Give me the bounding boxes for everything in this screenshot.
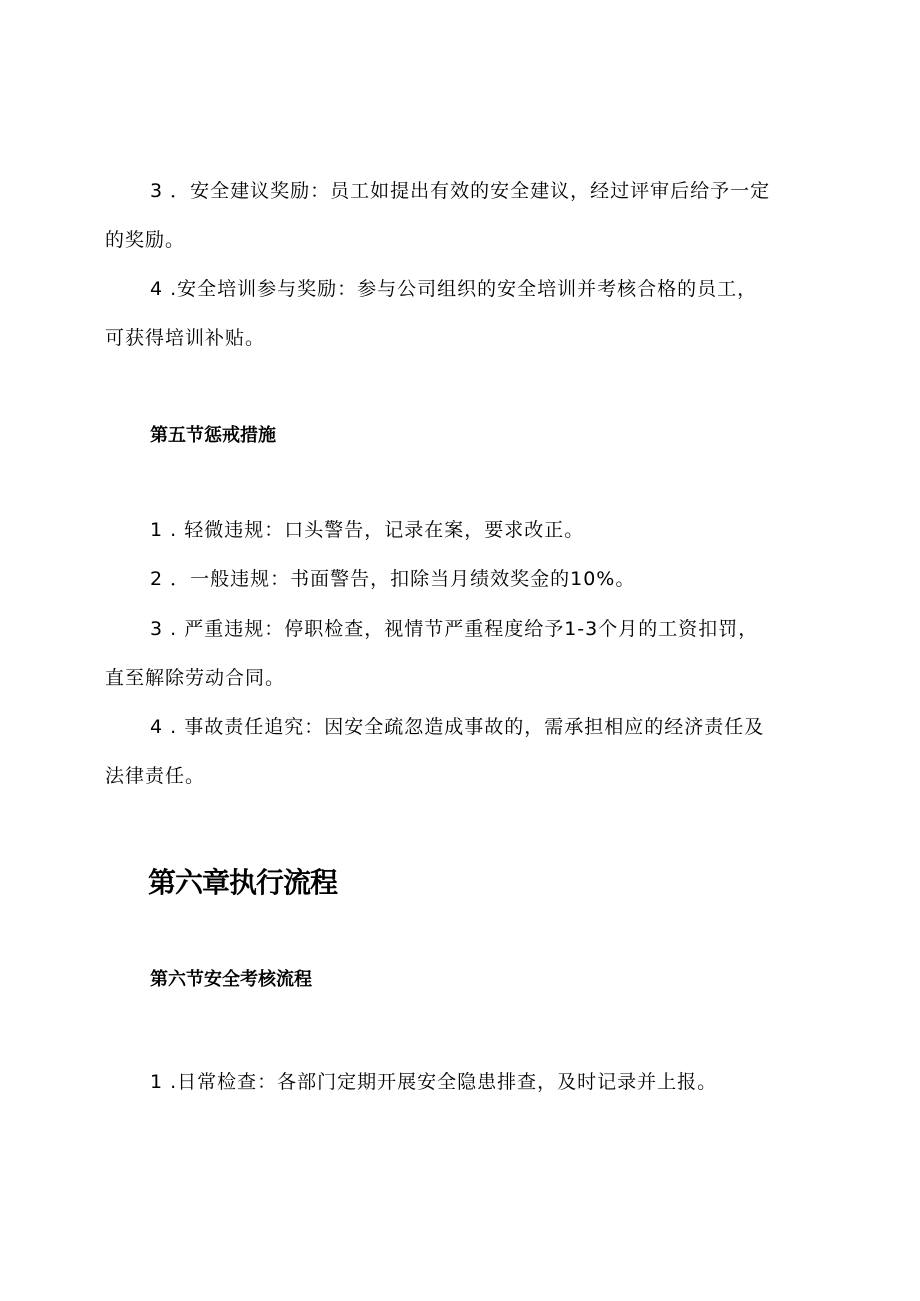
section-title: 第六节安全考核流程 [150, 969, 312, 990]
penalty-item-3-line2: 直至解除劳动合同。 [105, 667, 286, 689]
section-title: 第五节惩戒措施 [150, 425, 276, 446]
process-item-1: 1 .日常检查：各部门定期开展安全隐患排查，及时记录并上报。 [150, 1071, 718, 1093]
reward-item-4-line1: 4 .安全培训参与奖励：参与公司组织的安全培训并考核合格的员工， [150, 278, 758, 300]
penalty-item-2: 2 ．一般违规：书面警告，扣除当月绩效奖金的10%。 [150, 568, 636, 590]
penalty-item-1: 1 . 轻微违规：口头警告，记录在案，要求改正。 [150, 519, 585, 541]
reward-item-3-line1: 3 ．安全建议奖励：员工如提出有效的安全建议，经过评审后给予一定 [150, 180, 771, 202]
reward-item-4-line2: 可获得培训补贴。 [105, 327, 266, 349]
reward-item-3-line2: 的奖励。 [105, 229, 186, 251]
penalty-item-3-line1: 3 . 严重违规：停职检查，视情节严重程度给予1-3个月的工资扣罚， [150, 618, 759, 640]
chapter-title: 第六章执行流程 [148, 866, 338, 899]
penalty-item-4-line1: 4 . 事故责任追究：因安全疏忽造成事故的，需承担相应的经济责任及 [150, 716, 765, 738]
penalty-item-4-line2: 法律责任。 [105, 765, 206, 787]
